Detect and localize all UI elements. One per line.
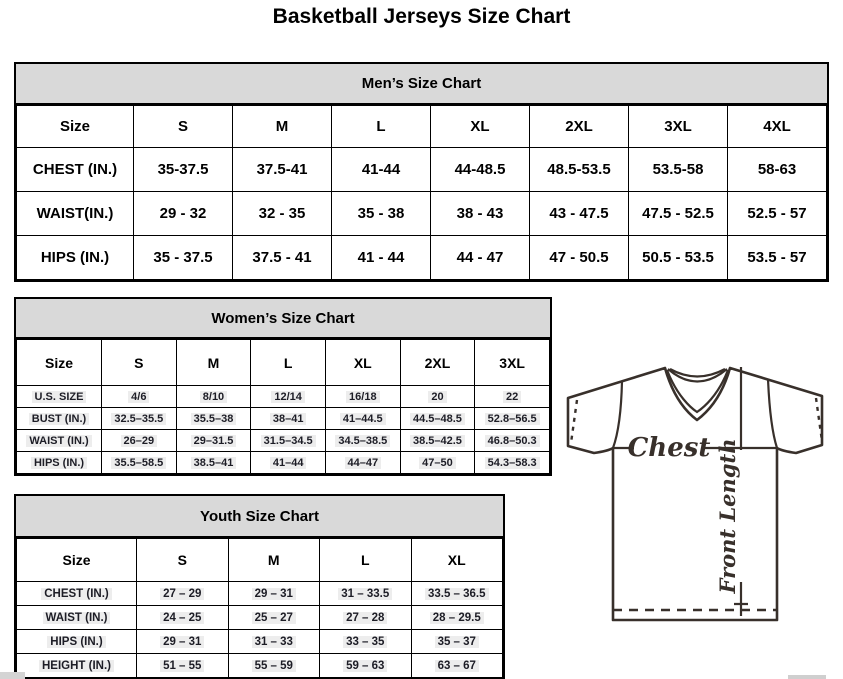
cell-text: HIPS (IN.)	[47, 636, 105, 648]
youth-size-table	[16, 538, 503, 678]
table-row	[17, 452, 550, 474]
cell-text: 29–31.5	[191, 435, 237, 447]
cell-text: XL	[447, 552, 466, 568]
value-cell	[411, 654, 503, 678]
table-row	[17, 582, 503, 606]
value-cell	[431, 236, 530, 280]
cell-text: 53.5-58	[652, 161, 704, 178]
table-row	[17, 386, 550, 408]
womens-size-table	[16, 339, 550, 474]
row-label-cell	[17, 452, 102, 474]
value-cell	[728, 148, 827, 192]
value-cell	[332, 192, 431, 236]
cell-text: 3XL	[664, 118, 692, 135]
value-cell	[400, 408, 475, 430]
value-cell	[629, 148, 728, 192]
value-cell	[431, 148, 530, 192]
value-cell	[233, 148, 332, 192]
cell-text: XL	[353, 354, 372, 371]
womens-size-chart	[14, 297, 552, 476]
cell-text: S	[177, 118, 188, 135]
cell-text: 48.5-53.5	[547, 161, 611, 178]
table-row	[17, 654, 503, 678]
value-cell	[325, 430, 400, 452]
row-label-cell	[17, 654, 137, 678]
cell-text: CHEST (IN.)	[41, 588, 112, 600]
value-cell	[325, 408, 400, 430]
value-cell	[137, 630, 229, 654]
value-cell	[629, 236, 728, 280]
value-cell	[325, 452, 400, 474]
size-column-header	[134, 106, 233, 148]
womens-chart-title: Women’s Size Chart	[16, 299, 550, 339]
page-title: Basketball Jerseys Size Chart	[272, 5, 571, 28]
value-cell	[137, 606, 229, 630]
row-label-cell	[17, 630, 137, 654]
youth-chart-title: Youth Size Chart	[16, 496, 503, 538]
cell-text: 58-63	[757, 161, 797, 178]
value-cell	[102, 430, 177, 452]
size-column-header	[475, 340, 550, 386]
cell-text: 38.5–41	[191, 457, 237, 469]
row-label-cell	[17, 386, 102, 408]
cell-text: 29 – 31	[252, 588, 296, 600]
cell-text: 32.5–35.5	[111, 413, 166, 425]
value-cell	[102, 408, 177, 430]
row-label-cell	[17, 606, 137, 630]
jersey-measurement-diagram	[556, 354, 843, 628]
size-header-row	[17, 340, 550, 386]
cell-text: 4XL	[763, 118, 791, 135]
size-column-header	[228, 539, 320, 582]
front-length-label: Front Length	[715, 438, 740, 594]
cell-text: 35.5–58.5	[111, 457, 166, 469]
size-column-header	[332, 106, 431, 148]
cell-text: 27 – 28	[343, 612, 387, 624]
value-cell	[176, 452, 251, 474]
value-cell	[530, 192, 629, 236]
value-cell	[411, 606, 503, 630]
cell-text: 41-44	[361, 161, 401, 178]
table-row	[17, 408, 550, 430]
value-cell	[530, 148, 629, 192]
size-column-header	[176, 340, 251, 386]
cell-text: 2XL	[424, 354, 451, 371]
cell-text: 20	[428, 391, 446, 403]
cell-text: 43 - 47.5	[549, 205, 609, 222]
value-cell	[530, 236, 629, 280]
size-column-header	[629, 106, 728, 148]
row-label-cell	[17, 148, 134, 192]
cell-text: 44 - 47	[456, 249, 504, 266]
cell-text: 29 - 32	[159, 205, 207, 222]
cell-text: 41–44	[270, 457, 307, 469]
cell-text: 32 - 35	[258, 205, 306, 222]
value-cell	[320, 582, 412, 606]
cell-text: HEIGHT (IN.)	[39, 660, 114, 672]
value-cell	[102, 452, 177, 474]
value-cell	[251, 408, 326, 430]
value-cell	[629, 192, 728, 236]
cell-text: 38 - 43	[456, 205, 504, 222]
table-row	[17, 630, 503, 654]
cell-text: L	[360, 552, 370, 568]
value-cell	[320, 606, 412, 630]
value-cell	[134, 148, 233, 192]
row-label-cell	[17, 430, 102, 452]
value-cell	[320, 630, 412, 654]
cell-text: XL	[470, 118, 490, 135]
value-cell	[728, 236, 827, 280]
cell-text: HIPS (IN.)	[40, 249, 110, 266]
cell-text: 54.3–58.3	[485, 457, 540, 469]
value-cell	[332, 148, 431, 192]
value-cell	[228, 654, 320, 678]
cell-text: Size	[44, 354, 73, 371]
value-cell	[400, 452, 475, 474]
scrollbar-fragment-right	[788, 675, 826, 679]
cell-text: 8/10	[200, 391, 227, 403]
cell-text: 2XL	[565, 118, 593, 135]
size-header-row	[17, 539, 503, 582]
cell-text: 44–47	[345, 457, 382, 469]
cell-text: 47–50	[419, 457, 456, 469]
value-cell	[251, 386, 326, 408]
cell-text: S	[177, 552, 187, 568]
value-cell	[251, 452, 326, 474]
cell-text: 31.5–34.5	[261, 435, 316, 447]
scrollbar-fragment-left	[0, 672, 25, 679]
cell-text: 41–44.5	[340, 413, 386, 425]
cell-text: 35.5–38	[191, 413, 237, 425]
size-header-cell	[17, 539, 137, 582]
value-cell	[400, 430, 475, 452]
cell-text: 25 – 27	[252, 612, 296, 624]
cell-text: 35 – 37	[435, 636, 479, 648]
value-cell	[228, 630, 320, 654]
table-row	[17, 606, 503, 630]
size-column-header	[137, 539, 229, 582]
size-column-header	[325, 340, 400, 386]
value-cell	[728, 192, 827, 236]
size-header-row	[17, 106, 827, 148]
size-column-header	[728, 106, 827, 148]
cell-text: 31 – 33	[252, 636, 296, 648]
cell-text: 50.5 - 53.5	[642, 249, 714, 266]
table-row	[17, 430, 550, 452]
cell-text: 55 – 59	[252, 660, 296, 672]
value-cell	[233, 192, 332, 236]
jersey-outline	[568, 368, 822, 620]
cell-text: M	[275, 118, 289, 135]
value-cell	[475, 408, 550, 430]
value-cell	[411, 630, 503, 654]
size-column-header	[431, 106, 530, 148]
cell-text: 44-48.5	[454, 161, 506, 178]
value-cell	[233, 236, 332, 280]
value-cell	[176, 430, 251, 452]
cell-text: 28 – 29.5	[430, 612, 484, 624]
cell-text: 47 - 50.5	[549, 249, 609, 266]
size-column-header	[320, 539, 412, 582]
youth-size-chart	[14, 494, 505, 679]
size-column-header	[233, 106, 332, 148]
value-cell	[137, 654, 229, 678]
value-cell	[332, 236, 431, 280]
value-cell	[400, 386, 475, 408]
cell-text: M	[207, 354, 220, 371]
value-cell	[251, 430, 326, 452]
value-cell	[176, 408, 251, 430]
cell-text: 37.5 - 41	[252, 249, 312, 266]
mens-size-table	[16, 105, 827, 280]
mens-size-chart	[14, 62, 829, 282]
value-cell	[475, 430, 550, 452]
value-cell	[325, 386, 400, 408]
cell-text: 26–29	[121, 435, 158, 447]
cell-text: 41 - 44	[357, 249, 405, 266]
value-cell	[137, 582, 229, 606]
cell-text: 35 - 38	[357, 205, 405, 222]
cell-text: 52.5 - 57	[747, 205, 807, 222]
cell-text: 29 – 31	[160, 636, 204, 648]
value-cell	[411, 582, 503, 606]
cell-text: Size	[59, 118, 90, 135]
value-cell	[176, 386, 251, 408]
cell-text: 63 – 67	[435, 660, 479, 672]
cell-text: WAIST (IN.)	[26, 435, 91, 447]
cell-text: 35-37.5	[157, 161, 209, 178]
cell-text: U.S. SIZE	[32, 391, 87, 403]
row-label-cell	[17, 236, 134, 280]
cell-text: L	[376, 118, 386, 135]
cell-text: HIPS (IN.)	[31, 457, 87, 469]
value-cell	[475, 386, 550, 408]
cell-text: 24 – 25	[160, 612, 204, 624]
value-cell	[228, 606, 320, 630]
row-label-cell	[17, 192, 134, 236]
cell-text: 38.5–42.5	[410, 435, 465, 447]
cell-text: 44.5–48.5	[410, 413, 465, 425]
size-column-header	[102, 340, 177, 386]
size-column-header	[251, 340, 326, 386]
mens-chart-title: Men’s Size Chart	[16, 64, 827, 105]
cell-text: 59 – 63	[343, 660, 387, 672]
size-column-header	[400, 340, 475, 386]
cell-text: 16/18	[346, 391, 380, 403]
cell-text: 27 – 29	[160, 588, 204, 600]
cell-text: 38–41	[270, 413, 307, 425]
cell-text: BUST (IN.)	[29, 413, 89, 425]
cell-text: Size	[62, 552, 91, 568]
size-header-cell	[17, 106, 134, 148]
cell-text: 35 - 37.5	[153, 249, 213, 266]
cell-text: 3XL	[499, 354, 525, 371]
table-row	[17, 192, 827, 236]
cell-text: WAIST (IN.)	[43, 612, 111, 624]
cell-text: 33.5 – 36.5	[425, 588, 489, 600]
value-cell	[134, 236, 233, 280]
cell-text: 46.8–50.3	[485, 435, 540, 447]
size-header-cell	[17, 340, 102, 386]
cell-text: M	[267, 552, 280, 568]
cell-text: 52.8–56.5	[485, 413, 540, 425]
cell-text: 53.5 - 57	[747, 249, 807, 266]
row-label-cell	[17, 582, 137, 606]
value-cell	[134, 192, 233, 236]
value-cell	[102, 386, 177, 408]
cell-text: 47.5 - 52.5	[642, 205, 714, 222]
value-cell	[475, 452, 550, 474]
cell-text: 37.5-41	[256, 161, 308, 178]
table-row	[17, 148, 827, 192]
cell-text: 22	[503, 391, 521, 403]
cell-text: 34.5–38.5	[335, 435, 390, 447]
cell-text: S	[134, 354, 144, 371]
cell-text: 12/14	[271, 391, 305, 403]
table-row	[17, 236, 827, 280]
cell-text: 51 – 55	[160, 660, 204, 672]
cell-text: WAIST(IN.)	[36, 205, 114, 222]
value-cell	[228, 582, 320, 606]
row-label-cell	[17, 408, 102, 430]
chest-label: Chest	[627, 433, 711, 463]
cell-text: 31 – 33.5	[338, 588, 392, 600]
value-cell	[431, 192, 530, 236]
size-column-header	[411, 539, 503, 582]
cell-text: L	[283, 354, 293, 371]
value-cell	[320, 654, 412, 678]
size-column-header	[530, 106, 629, 148]
cell-text: 33 – 35	[343, 636, 387, 648]
cell-text: 4/6	[128, 391, 149, 403]
cell-text: CHEST (IN.)	[32, 161, 118, 178]
